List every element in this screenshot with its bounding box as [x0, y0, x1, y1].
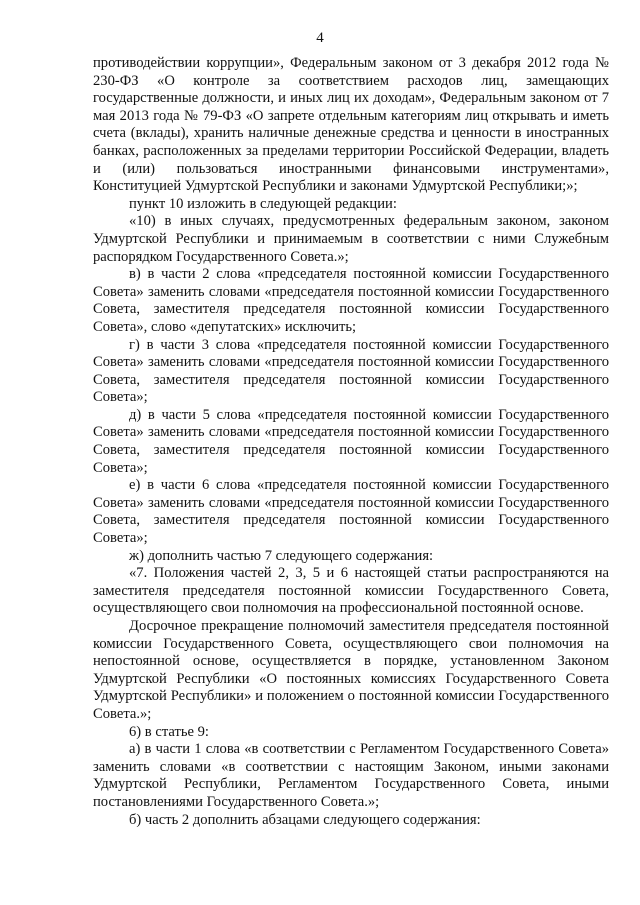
paragraph-article-9-part-2: б) часть 2 дополнить абзацами следующего содержания: — [129, 811, 481, 828]
paragraph-continuation: противодействии коррупции», Федеральным законом от 3 декабря 2012 года № 230-ФЗ «О контроле за соответствием расходов лиц, замещающих государственные должности, и иных лиц их доходам», Федеральным законом от 7 мая 2013 года № 79-ФЗ «О запрете отдельным категориям лиц открывать и иметь счета (вклады), хранить наличные денежные средства и ценности в иностранных банках, расположенных за пределами территории Российской Федерации, владеть и (или) пользоваться иностранными финансовыми инструментами», Конституцией Удмуртской Республики и законами Удмуртской Республики;»; — [93, 55, 609, 195]
paragraph-article-9: 6) в статье 9: — [129, 723, 209, 740]
paragraph-article-9-part-1: а) в части 1 слова «в соответствии с Регламентом Государственного Совета» заменить словами «в соответствии с настоящим Законом, иными законами Удмуртской Республики, Регламентом Государственного Совета, иными постановлениями Государственного Совета.»; — [93, 741, 609, 810]
page-number: 4 — [316, 30, 324, 46]
paragraph-part-7-text: «7. Положения частей 2, 3, 5 и 6 настоящей статьи распространяются на заместителя председателя постоянной комиссии Государственного Совета, осуществляющего свои полномочия на профессиональной постоянной основе. — [93, 565, 609, 617]
paragraph-early-termination: Досрочное прекращение полномочий заместителя председателя постоянной комиссии Государственного Совета, осуществляющего свои полномочия на непостоянной основе, осуществляется в порядке, установленном Законом Удмуртской Республики «О постоянных комиссиях Государственного Совета Удмуртской Республики» и положением о постоянной комиссии Государственного Совета.»; — [93, 618, 609, 722]
paragraph-part-7-intro: ж) дополнить частью 7 следующего содержания: — [129, 547, 434, 564]
paragraph-part-2: в) в части 2 слова «председателя постоянной комиссии Государственного Совета» заменить словами «председателя постоянной комиссии Государственного Совета, заместителя председателя постоянной комиссии Государственного Совета», слово «депутатских» исключить; — [93, 266, 609, 335]
paragraph-part-5: д) в части 5 слова «председателя постоянной комиссии Государственного Совета» заменить словами «председателя постоянной комиссии Государственного Совета, заместителя председателя постоянной комиссии Государственного Совета»; — [93, 406, 609, 476]
paragraph-part-3: г) в части 3 слова «председателя постоянной комиссии Государственного Совета» заменить словами «председателя постоянной комиссии Государственного Совета, заместителя председателя постоянной комиссии Государственного Совета»; — [93, 336, 609, 406]
paragraph-part-6: е) в части 6 слова «председателя постоянной комиссии Государственного Совета» заменить словами «председателя постоянной комиссии Государственного Совета, заместителя председателя постоянной комиссии Государственного Совета»; — [93, 477, 609, 547]
paragraph-item-10-text: «10) в иных случаях, предусмотренных федеральным законом, законом Удмуртской Республики и принимаемым в соответствии с ними Служебным распорядком Государственного Совета.»; — [93, 213, 609, 265]
paragraph-item-10-intro: пункт 10 изложить в следующей редакции: — [129, 195, 397, 212]
document-body — [93, 55, 609, 829]
